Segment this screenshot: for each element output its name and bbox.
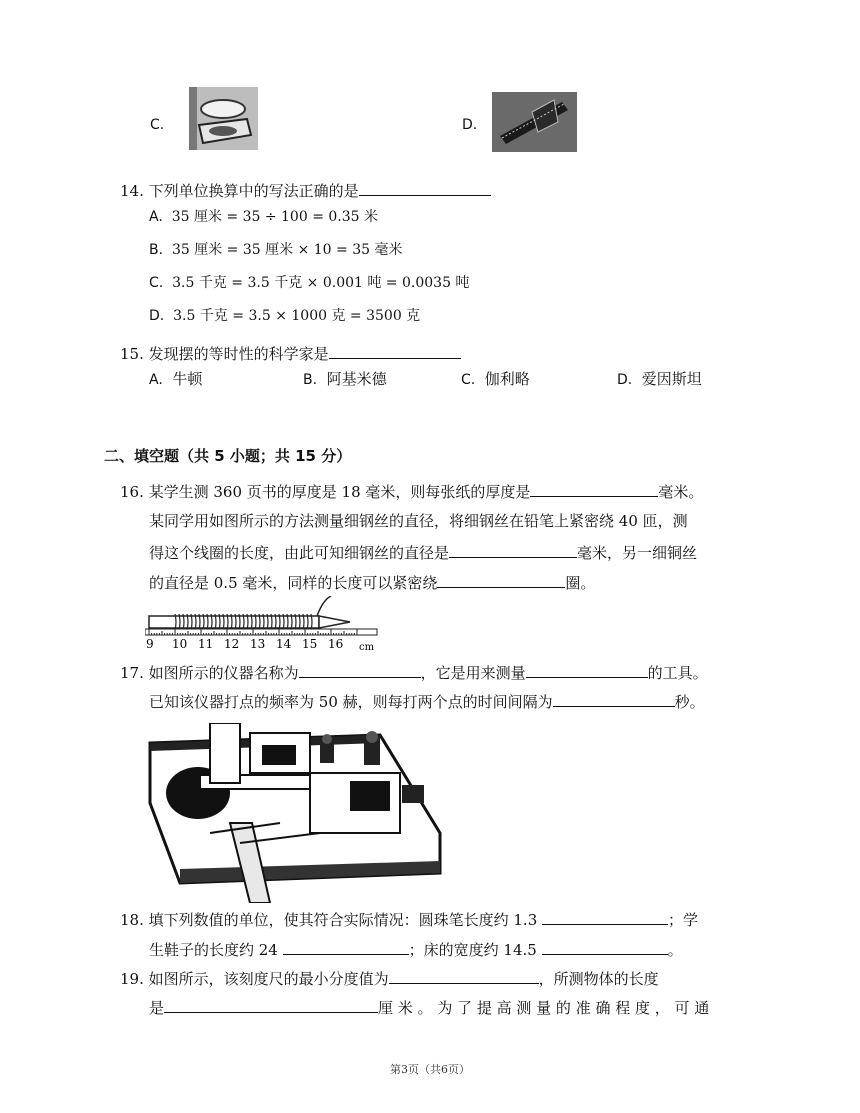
ticker-timer-figure [140, 723, 450, 903]
q14-stem [120, 179, 491, 201]
q17-line2 [149, 690, 705, 712]
q19-blank-2[interactable] [164, 996, 378, 1013]
q14-stem-text: 14. 下列单位换算中的写法正确的是 [120, 182, 359, 200]
q15-option-c-label: C. [461, 372, 476, 388]
q19-line1 [120, 967, 659, 989]
ruler-tick-label: 9 [146, 637, 154, 651]
q15-option-d-text: 爱因斯坦 [641, 370, 702, 388]
q16-line2: 某同学用如图所示的方法测量细钢丝的直径，将细钢丝在铅笔上紧密绕 40 匝，测 [149, 512, 688, 530]
q14-option-d-text: 3.5 千克 = 3.5 × 1000 克 = 3500 克 [173, 308, 421, 324]
ruler-tick-label: 14 [276, 637, 292, 651]
q18-line1 [120, 908, 698, 930]
q14-option-a[interactable] [149, 207, 378, 227]
q15-option-a[interactable] [149, 369, 202, 390]
q16-l3b: 毫米，另一细铜丝 [577, 544, 698, 562]
q17-blank-2[interactable] [526, 661, 648, 678]
q15-option-b-text: 阿基米德 [326, 370, 387, 388]
ruler-tick-label: 10 [172, 637, 188, 651]
wire-coil-ruler-figure [145, 596, 380, 652]
q17-blank-3[interactable] [553, 690, 675, 707]
q18-l2a: 生鞋子的长度约 24 [149, 941, 278, 959]
q16-line4 [149, 571, 595, 593]
page-footer: 第3页（共6页） [390, 1063, 470, 1076]
q15-option-a-text: 牛顿 [172, 370, 203, 388]
q17-l1c: 的工具。 [647, 664, 708, 682]
q18-l1a: 18. 填下列数值的单位，使其符合实际情况：圆珠笔长度约 1.3 [120, 911, 538, 929]
section-2-title: 二、填空题（共 5 小题；共 15 分） [104, 447, 352, 465]
ruler-tick-label: 12 [224, 637, 240, 651]
q14-option-b[interactable] [149, 240, 402, 260]
q19-line2 [149, 996, 709, 1018]
q14-option-c-text: 3.5 千克 = 3.5 千克 × 0.001 吨 = 0.0035 吨 [172, 275, 470, 291]
q17-l1b: ，它是用来测量 [420, 664, 526, 682]
q16-line1 [120, 480, 703, 502]
q17-blank-1[interactable] [299, 661, 421, 678]
q16-l4b: 圈。 [565, 574, 596, 592]
q16-blank-3[interactable] [437, 571, 565, 588]
option-c-label: C. [150, 117, 165, 133]
q14-option-b-label: B. [149, 242, 164, 258]
q17-l1a: 17. 如图所示的仪器名称为 [120, 664, 299, 682]
q15-option-c[interactable] [461, 369, 530, 390]
q18-l2b: ；床的宽度约 14.5 [408, 941, 537, 959]
q17-l2b: 秒。 [674, 693, 705, 711]
q18-blank-3[interactable] [542, 938, 668, 955]
q15-option-d-label: D. [617, 372, 633, 388]
q19-l2a: 是 [149, 999, 165, 1017]
q15-stem-text: 15. 发现摆的等时性的科学家是 [120, 345, 329, 363]
q16-line3 [149, 541, 697, 563]
q14-option-b-text: 35 厘米 = 35 厘米 × 10 = 35 毫米 [171, 242, 403, 258]
q14-option-a-label: A. [149, 209, 163, 225]
q14-option-c-label: C. [149, 275, 164, 291]
q15-answer-blank[interactable] [329, 342, 461, 359]
q19-l1b: ，所测物体的长度 [538, 970, 659, 988]
q15-option-b-label: B. [303, 372, 318, 388]
q14-option-c[interactable] [149, 273, 469, 293]
q18-l1b: ；学 [668, 911, 699, 929]
balance-scale-image [189, 87, 258, 150]
q16-l3a: 得这个线圈的长度，由此可知细钢丝的直径是 [149, 544, 450, 562]
q15-option-d[interactable] [617, 369, 702, 390]
q17-line1 [120, 661, 708, 683]
q16-blank-2[interactable] [449, 541, 577, 558]
q14-answer-blank[interactable] [359, 179, 491, 196]
q15-stem [120, 342, 461, 364]
q19-l1a: 19. 如图所示，该刻度尺的最小分度值为 [120, 970, 389, 988]
ruler-tick-label: 13 [250, 637, 266, 651]
q18-blank-1[interactable] [542, 908, 668, 925]
q18-l2c: 。 [667, 941, 683, 959]
ruler-tick-label: 16 [328, 637, 344, 651]
q15-option-b[interactable] [303, 369, 387, 390]
q14-option-a-text: 35 厘米 = 35 ÷ 100 = 0.35 米 [171, 209, 379, 225]
q16-l1b: 毫米。 [658, 483, 704, 501]
q19-l2b: 厘 米 。 为 了 提 高 测 量 的 准 确 程 度 ， 可 通 [378, 999, 710, 1017]
q15-option-a-label: A. [149, 372, 163, 388]
vernier-caliper-image [492, 92, 577, 152]
q16-blank-1[interactable] [530, 480, 658, 497]
q18-blank-2[interactable] [283, 938, 409, 955]
q17-l2a: 已知该仪器打点的频率为 50 赫，则每打两个点的时间间隔为 [149, 693, 553, 711]
option-d-label: D. [462, 117, 478, 133]
ruler-tick-label: 15 [302, 637, 318, 651]
q16-l1a: 16. 某学生测 360 页书的厚度是 18 毫米，则每张纸的厚度是 [120, 483, 531, 501]
q15-option-c-text: 伽利略 [484, 370, 530, 388]
q18-line2 [149, 938, 683, 960]
ruler-unit-label: cm [359, 642, 375, 652]
q19-blank-1[interactable] [389, 967, 539, 984]
q16-l4a: 的直径是 0.5 毫米，同样的长度可以紧密绕 [149, 574, 438, 592]
q14-option-d-label: D. [149, 308, 165, 324]
q14-option-d[interactable] [149, 306, 420, 326]
ruler-tick-label: 11 [198, 637, 214, 651]
